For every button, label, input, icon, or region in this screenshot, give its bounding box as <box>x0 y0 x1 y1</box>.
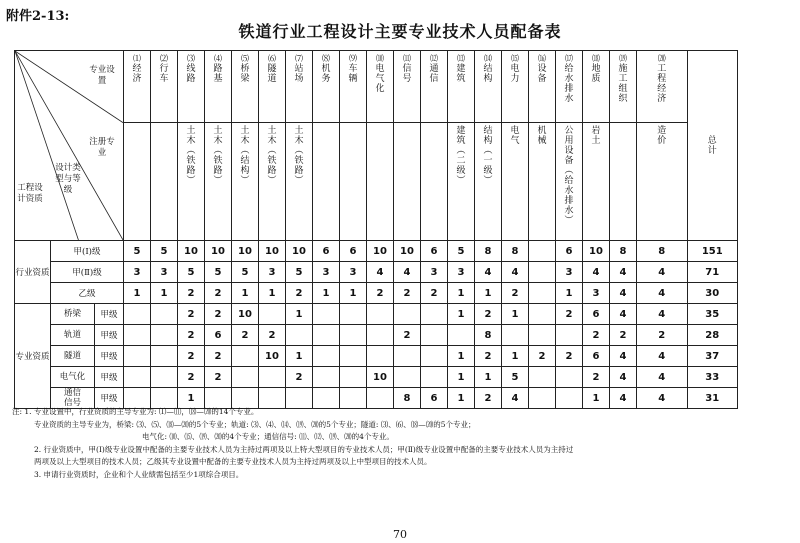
value-cell: 1 <box>124 283 151 304</box>
staffing-table <box>14 50 738 409</box>
value-cell <box>313 367 340 388</box>
value-cell: 4 <box>610 283 637 304</box>
value-cell <box>313 325 340 346</box>
value-cell: 2 <box>421 283 448 304</box>
value-cell: 4 <box>610 388 637 409</box>
value-cell <box>367 346 394 367</box>
value-cell: 4 <box>367 262 394 283</box>
note-line: 2. 行业资质中，甲(Ⅰ)级专业设置中配备的主要专业技术人员为主持过两项及以上特大型项目的专业技术人员；甲(Ⅱ)级专业设置中配备的主要专业技术人员为主持过 <box>34 444 574 454</box>
registered-major-cell <box>421 123 448 241</box>
value-cell <box>286 325 313 346</box>
total-cell: 30 <box>687 283 738 304</box>
value-cell <box>556 367 583 388</box>
value-cell <box>421 367 448 388</box>
attachment-label: 附件2-13: <box>6 9 70 24</box>
value-cell: 5 <box>502 367 529 388</box>
value-cell: 4 <box>475 262 502 283</box>
value-cell: 2 <box>367 283 394 304</box>
grade-cell: 甲级 <box>95 388 124 409</box>
value-cell <box>151 367 178 388</box>
value-cell: 10 <box>286 241 313 262</box>
value-cell: 2 <box>475 304 502 325</box>
value-cell: 1 <box>151 283 178 304</box>
value-cell: 2 <box>529 346 556 367</box>
specialty-name: 通信 信号 <box>51 388 95 409</box>
note-line: 专业资质的主导专业为，桥梁: ⑶、⑸、⒅—⒇的5个专业；轨道: ⑶、⑷、⒁、⒆、⒇的5个专业；隧道: ⑶、⑹、⒅—⒇的5个专业； <box>34 419 476 429</box>
total-header: 总 计 <box>687 51 738 241</box>
value-cell: 3 <box>556 262 583 283</box>
value-cell: 5 <box>124 241 151 262</box>
value-cell: 1 <box>556 283 583 304</box>
value-cell <box>529 262 556 283</box>
value-cell <box>313 304 340 325</box>
value-cell <box>259 304 286 325</box>
value-cell: 3 <box>124 262 151 283</box>
value-cell: 10 <box>232 304 259 325</box>
value-cell: 10 <box>367 367 394 388</box>
table-row <box>15 325 738 346</box>
major-header: ⒇ 工 程 经 济 <box>637 51 687 123</box>
registered-major-cell: 土 木 ︵ 铁 路 ︶ <box>259 123 286 241</box>
value-cell: 4 <box>637 367 687 388</box>
grade-cell: 甲级 <box>95 325 124 346</box>
registered-major-cell <box>340 123 367 241</box>
specialty-name: 桥梁 <box>51 304 95 325</box>
table-row <box>15 367 738 388</box>
value-cell: 2 <box>610 325 637 346</box>
value-cell: 4 <box>637 304 687 325</box>
value-cell: 8 <box>394 388 421 409</box>
value-cell: 2 <box>475 346 502 367</box>
note-line: 3. 申请行业资质时，企业和个人业绩需包括至少1项综合项目。 <box>34 469 244 479</box>
value-cell: 3 <box>313 262 340 283</box>
value-cell <box>151 346 178 367</box>
value-cell: 5 <box>178 262 205 283</box>
value-cell: 2 <box>205 346 232 367</box>
value-cell: 4 <box>610 304 637 325</box>
value-cell: 6 <box>421 241 448 262</box>
value-cell: 2 <box>259 325 286 346</box>
value-cell <box>340 325 367 346</box>
value-cell: 3 <box>421 262 448 283</box>
total-cell: 151 <box>687 241 738 262</box>
value-cell: 1 <box>259 283 286 304</box>
value-cell: 1 <box>448 304 475 325</box>
value-cell: 2 <box>178 304 205 325</box>
registered-major-cell <box>151 123 178 241</box>
table-row <box>15 304 738 325</box>
value-cell: 2 <box>205 304 232 325</box>
value-cell <box>340 367 367 388</box>
value-cell: 6 <box>205 325 232 346</box>
page-title: 铁道行业工程设计主要专业技术人员配备表 <box>238 22 562 41</box>
registered-major-cell <box>313 123 340 241</box>
value-cell: 1 <box>448 283 475 304</box>
value-cell: 8 <box>502 241 529 262</box>
value-cell <box>421 304 448 325</box>
table-row <box>15 262 738 283</box>
value-cell <box>259 367 286 388</box>
value-cell: 6 <box>556 241 583 262</box>
value-cell <box>529 367 556 388</box>
major-header: ⑾ 信 号 <box>394 51 421 123</box>
value-cell: 1 <box>232 283 259 304</box>
value-cell: 10 <box>367 241 394 262</box>
value-cell: 5 <box>205 262 232 283</box>
value-cell: 3 <box>583 283 610 304</box>
value-cell <box>529 283 556 304</box>
value-cell <box>394 304 421 325</box>
major-header: ⑸ 桥 梁 <box>232 51 259 123</box>
value-cell: 10 <box>259 346 286 367</box>
value-cell: 10 <box>583 241 610 262</box>
value-cell: 6 <box>340 241 367 262</box>
value-cell: 2 <box>178 325 205 346</box>
value-cell: 1 <box>286 304 313 325</box>
registered-major-cell: 电 气 <box>502 123 529 241</box>
corner-major-setting: 专业设置 <box>89 65 115 86</box>
value-cell: 2 <box>232 325 259 346</box>
value-cell <box>448 325 475 346</box>
value-cell: 10 <box>259 241 286 262</box>
value-cell: 3 <box>259 262 286 283</box>
major-header: ⒀ 建 筑 <box>448 51 475 123</box>
grade-cell: 甲级 <box>95 304 124 325</box>
value-cell: 3 <box>448 262 475 283</box>
registered-major-cell: 公 用 设 备 ︵ 给 水 排 水 ︶ <box>556 123 583 241</box>
corner-qualification: 工程设计资质 <box>17 183 43 204</box>
major-header: ⑿ 通 信 <box>421 51 448 123</box>
value-cell: 1 <box>502 304 529 325</box>
value-cell: 2 <box>178 283 205 304</box>
value-cell: 8 <box>475 325 502 346</box>
total-cell: 37 <box>687 346 738 367</box>
value-cell: 8 <box>610 241 637 262</box>
value-cell: 10 <box>394 241 421 262</box>
value-cell <box>151 325 178 346</box>
value-cell: 2 <box>178 367 205 388</box>
grade-cell: 甲级 <box>95 346 124 367</box>
group-specialty: 专业资质 <box>15 304 51 409</box>
registered-major-cell: 岩 土 <box>583 123 610 241</box>
value-cell: 6 <box>583 304 610 325</box>
registered-major-cell: 土 木 ︵ 结 构 ︶ <box>232 123 259 241</box>
value-cell <box>232 346 259 367</box>
grade-cell: 乙级 <box>51 283 124 304</box>
note-line: 注: 1. 专业设置中，行业资质的主导专业为: ⑴—⑾，⒅—⒇的14个专业。 <box>12 407 259 416</box>
value-cell: 2 <box>394 325 421 346</box>
specialty-name: 轨道 <box>51 325 95 346</box>
value-cell: 5 <box>232 262 259 283</box>
registered-major-cell: 土 木 ︵ 铁 路 ︶ <box>286 123 313 241</box>
major-header: ⒄ 给 水 排 水 <box>556 51 583 123</box>
total-cell: 28 <box>687 325 738 346</box>
value-cell: 2 <box>637 325 687 346</box>
value-cell: 2 <box>394 283 421 304</box>
value-cell: 1 <box>448 388 475 409</box>
grade-cell: 甲级 <box>95 367 124 388</box>
note-line: 电气化: ⑽、⒂、⒆、⒇的4个专业；通信信号: ⑾、⑿、⒆、⒇的4个专业。 <box>142 432 394 441</box>
value-cell: 2 <box>286 367 313 388</box>
registered-major-cell: 造 价 <box>637 123 687 241</box>
corner-registered-major: 注册专业 <box>89 137 115 158</box>
note-line: 两项及以上大型项目的技术人员；乙级其专业设置中配备的主要专业技术人员为主持过两项及以上中型项目的技术人员。 <box>34 457 432 466</box>
grade-cell: 甲(Ⅱ)级 <box>51 262 124 283</box>
value-cell <box>394 367 421 388</box>
value-cell: 4 <box>610 262 637 283</box>
page-number: 70 <box>393 528 407 541</box>
corner-design-type: 设计类型与等级 <box>55 163 81 195</box>
major-header: ⒆ 施 工 组 织 <box>610 51 637 123</box>
value-cell: 4 <box>637 262 687 283</box>
value-cell: 3 <box>340 262 367 283</box>
value-cell: 1 <box>286 346 313 367</box>
registered-major-cell: 机 械 <box>529 123 556 241</box>
major-header: ⑷ 路 基 <box>205 51 232 123</box>
value-cell: 4 <box>637 346 687 367</box>
value-cell: 4 <box>637 283 687 304</box>
corner-header <box>15 51 124 241</box>
value-cell: 4 <box>583 262 610 283</box>
value-cell <box>313 346 340 367</box>
value-cell <box>124 304 151 325</box>
value-cell: 1 <box>313 283 340 304</box>
value-cell: 2 <box>205 367 232 388</box>
major-header: ⒃ 设 备 <box>529 51 556 123</box>
value-cell: 2 <box>205 283 232 304</box>
value-cell <box>502 325 529 346</box>
value-cell <box>529 325 556 346</box>
registered-major-cell: 结 构 ︵ 一 级 ︶ <box>475 123 502 241</box>
value-cell: 1 <box>448 346 475 367</box>
value-cell <box>421 325 448 346</box>
value-cell: 1 <box>475 283 502 304</box>
registered-major-cell <box>367 123 394 241</box>
value-cell <box>151 304 178 325</box>
value-cell: 2 <box>583 367 610 388</box>
value-cell: 8 <box>637 241 687 262</box>
value-cell <box>529 304 556 325</box>
major-header: ⑼ 车 辆 <box>340 51 367 123</box>
value-cell: 1 <box>178 388 205 409</box>
registered-major-cell: 建 筑 ︵ 二 级 ︶ <box>448 123 475 241</box>
value-cell: 1 <box>502 346 529 367</box>
value-cell: 4 <box>502 262 529 283</box>
total-cell: 33 <box>687 367 738 388</box>
value-cell: 2 <box>178 346 205 367</box>
value-cell <box>394 346 421 367</box>
value-cell <box>529 241 556 262</box>
value-cell: 3 <box>151 262 178 283</box>
value-cell: 2 <box>502 283 529 304</box>
total-cell: 71 <box>687 262 738 283</box>
group-industry: 行业资质 <box>15 241 51 304</box>
registered-major-cell <box>610 123 637 241</box>
major-header: ⑶ 线 路 <box>178 51 205 123</box>
value-cell: 10 <box>232 241 259 262</box>
value-cell: 2 <box>556 346 583 367</box>
value-cell <box>232 367 259 388</box>
major-header: ⑹ 隧 道 <box>259 51 286 123</box>
value-cell: 6 <box>421 388 448 409</box>
value-cell: 4 <box>394 262 421 283</box>
registered-major-cell <box>124 123 151 241</box>
total-cell: 31 <box>687 388 738 409</box>
value-cell: 5 <box>286 262 313 283</box>
value-cell: 5 <box>151 241 178 262</box>
value-cell <box>124 346 151 367</box>
registered-major-cell: 土 木 ︵ 铁 路 ︶ <box>205 123 232 241</box>
table-row <box>15 283 738 304</box>
value-cell: 4 <box>610 367 637 388</box>
value-cell <box>556 325 583 346</box>
value-cell: 6 <box>313 241 340 262</box>
value-cell: 4 <box>502 388 529 409</box>
value-cell <box>340 304 367 325</box>
value-cell: 4 <box>637 388 687 409</box>
major-header: ⑵ 行 车 <box>151 51 178 123</box>
value-cell <box>124 367 151 388</box>
value-cell: 2 <box>475 388 502 409</box>
value-cell: 8 <box>475 241 502 262</box>
value-cell: 2 <box>286 283 313 304</box>
value-cell: 2 <box>583 325 610 346</box>
value-cell: 1 <box>340 283 367 304</box>
value-cell: 4 <box>610 346 637 367</box>
major-header: ⑴ 经 济 <box>124 51 151 123</box>
value-cell: 1 <box>475 367 502 388</box>
major-header: ⒅ 地 质 <box>583 51 610 123</box>
specialty-name: 电气化 <box>51 367 95 388</box>
value-cell: 2 <box>556 304 583 325</box>
value-cell: 1 <box>583 388 610 409</box>
registered-major-cell <box>394 123 421 241</box>
total-cell: 35 <box>687 304 738 325</box>
specialty-name: 隧道 <box>51 346 95 367</box>
value-cell <box>367 325 394 346</box>
grade-cell: 甲(Ⅰ)级 <box>51 241 124 262</box>
major-header: ⑽ 电 气 化 <box>367 51 394 123</box>
value-cell <box>124 325 151 346</box>
registered-major-cell: 土 木 ︵ 铁 路 ︶ <box>178 123 205 241</box>
value-cell: 5 <box>448 241 475 262</box>
value-cell: 10 <box>178 241 205 262</box>
table-row <box>15 241 738 262</box>
value-cell <box>340 346 367 367</box>
value-cell <box>367 304 394 325</box>
major-header: ⒁ 结 构 <box>475 51 502 123</box>
notes <box>12 406 792 481</box>
value-cell: 10 <box>205 241 232 262</box>
major-header: ⒂ 电 力 <box>502 51 529 123</box>
value-cell: 1 <box>448 367 475 388</box>
table-row <box>15 346 738 367</box>
value-cell <box>421 346 448 367</box>
value-cell: 6 <box>583 346 610 367</box>
major-header: ⑺ 站 场 <box>286 51 313 123</box>
major-header: ⑻ 机 务 <box>313 51 340 123</box>
